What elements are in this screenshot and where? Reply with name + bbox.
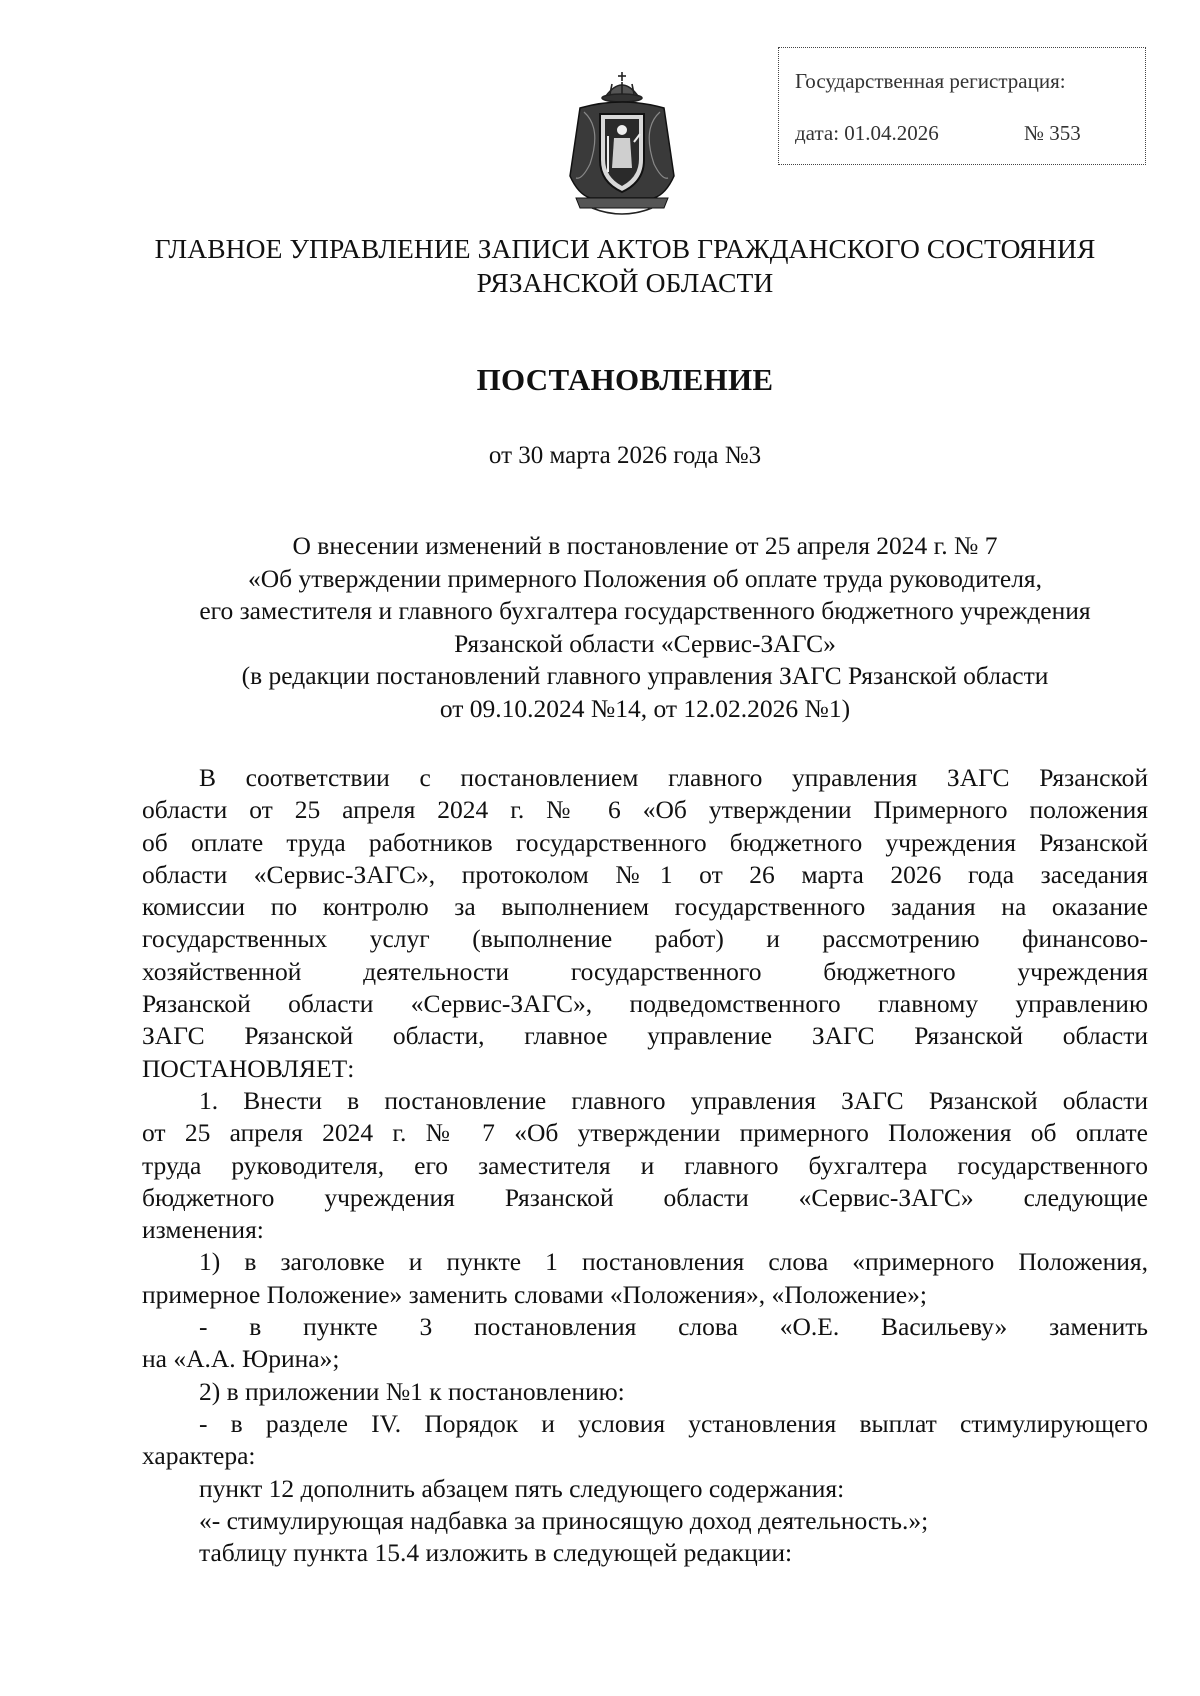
item-2-b-paragraph xyxy=(142,1505,1148,1537)
body-line: труда руководителя, его заместителя и главного бухгалтера государственного xyxy=(142,1150,1148,1180)
registration-date: дата: 01.04.2026 xyxy=(795,121,939,145)
item-2-c-paragraph xyxy=(142,1537,1148,1569)
organization-name-line-1: ГЛАВНОЕ УПРАВЛЕНИЕ ЗАПИСИ АКТОВ ГРАЖДАНСКОГО СОСТОЯНИЯ xyxy=(154,233,1096,264)
subject-line: «Об утверждении примерного Положения об оплате труда руководителя, xyxy=(247,563,1043,593)
body-line: 2) в приложении №1 к постановлению: xyxy=(199,1376,625,1406)
body-line: государственных услуг (выполнение работ) и рассмотрению финансово- xyxy=(142,924,1148,954)
document-type: ПОСТАНОВЛЕНИЕ xyxy=(476,362,774,397)
body-line: на «А.А. Юрина»; xyxy=(142,1344,340,1374)
subject-line: от 09.10.2024 №14, от 12.02.2026 №1) xyxy=(439,693,851,723)
organization-name xyxy=(90,232,1160,300)
registration-stamp xyxy=(778,47,1146,165)
body-line: области «Сервис-ЗАГС», протоколом №1 от 26 марта 2026 года заседания xyxy=(142,859,1148,889)
body-line: 1) в заголовке и пункте 1 постановления слова «примерного Положения, xyxy=(199,1247,1148,1277)
body-line: бюджетного учреждения Рязанской области «Сервис-ЗАГС» следующие xyxy=(142,1182,1148,1212)
body-line: Рязанской области «Сервис-ЗАГС», подведомственного главному управлению xyxy=(142,989,1148,1019)
item-2-a-paragraph xyxy=(142,1473,1148,1505)
item-2-paragraph xyxy=(142,1376,1148,1408)
body-line: характера: xyxy=(142,1441,256,1471)
body-line: ЗАГС Рязанской области, главное управление ЗАГС Рязанской области xyxy=(142,1021,1148,1051)
document-date: от 30 марта 2026 года №3 xyxy=(488,442,762,469)
body-line: таблицу пункта 15.4 изложить в следующей редакции: xyxy=(199,1538,793,1568)
subject-line: Рязанской области «Сервис-ЗАГС» xyxy=(454,628,836,658)
item-1-paragraph xyxy=(142,1085,1148,1246)
body-line: области от 25 апреля 2024 г. № 6 «Об утверждении Примерного положения xyxy=(142,795,1148,825)
body-line: изменения: xyxy=(142,1215,264,1245)
subject-line: (в редакции постановлений главного управления ЗАГС Рязанской области xyxy=(241,661,1049,690)
item-1-1-paragraph xyxy=(142,1246,1148,1311)
organization-name-line-2: РЯЗАНСКОЙ ОБЛАСТИ xyxy=(476,267,774,298)
body-line: примерное Положение» заменить словами «Положения», «Положение»; xyxy=(142,1279,927,1309)
body-line: «- стимулирующая надбавка за приносящую доход деятельность.»; xyxy=(199,1505,929,1535)
body-line: комиссии по контролю за выполнением государственного задания на оказание xyxy=(142,892,1148,922)
body-line: - в пункте 3 постановления слова «О.Е. Васильеву» заменить xyxy=(199,1312,1148,1342)
document-subject xyxy=(130,530,1160,725)
body-line: об оплате труда работников государственного бюджетного учреждения Рязанской xyxy=(142,827,1148,857)
body-line: В соответствии с постановлением главного управления ЗАГС Рязанской xyxy=(199,763,1148,792)
body-line: от 25 апреля 2024 г. № 7 «Об утверждении примерного Положения об оплате xyxy=(142,1118,1148,1148)
registration-number: № 353 xyxy=(1024,121,1081,145)
body-line: пункт 12 дополнить абзацем пять следующего содержания: xyxy=(199,1473,845,1503)
item-1-dash-paragraph xyxy=(142,1311,1148,1376)
subject-line: О внесении изменений в постановление от 25 апреля 2024 г. № 7 xyxy=(292,531,998,560)
subject-line: его заместителя и главного бухгалтера государственного бюджетного учреждения xyxy=(199,596,1091,625)
body-line: - в разделе IV. Порядок и условия установления выплат стимулирующего xyxy=(199,1408,1148,1438)
registration-title: Государственная регистрация: xyxy=(795,69,1066,93)
body-line: 1. Внести в постановление главного управления ЗАГС Рязанской области xyxy=(199,1085,1148,1115)
body-line: хозяйственной деятельности государственного бюджетного учреждения xyxy=(142,956,1148,986)
body-line: ПОСТАНОВЛЯЕТ: xyxy=(142,1053,355,1083)
document-body xyxy=(142,762,1148,1569)
ryazan-coat-of-arms-icon xyxy=(562,68,682,220)
item-2-dash-paragraph xyxy=(142,1408,1148,1473)
preamble-paragraph xyxy=(142,762,1148,1085)
